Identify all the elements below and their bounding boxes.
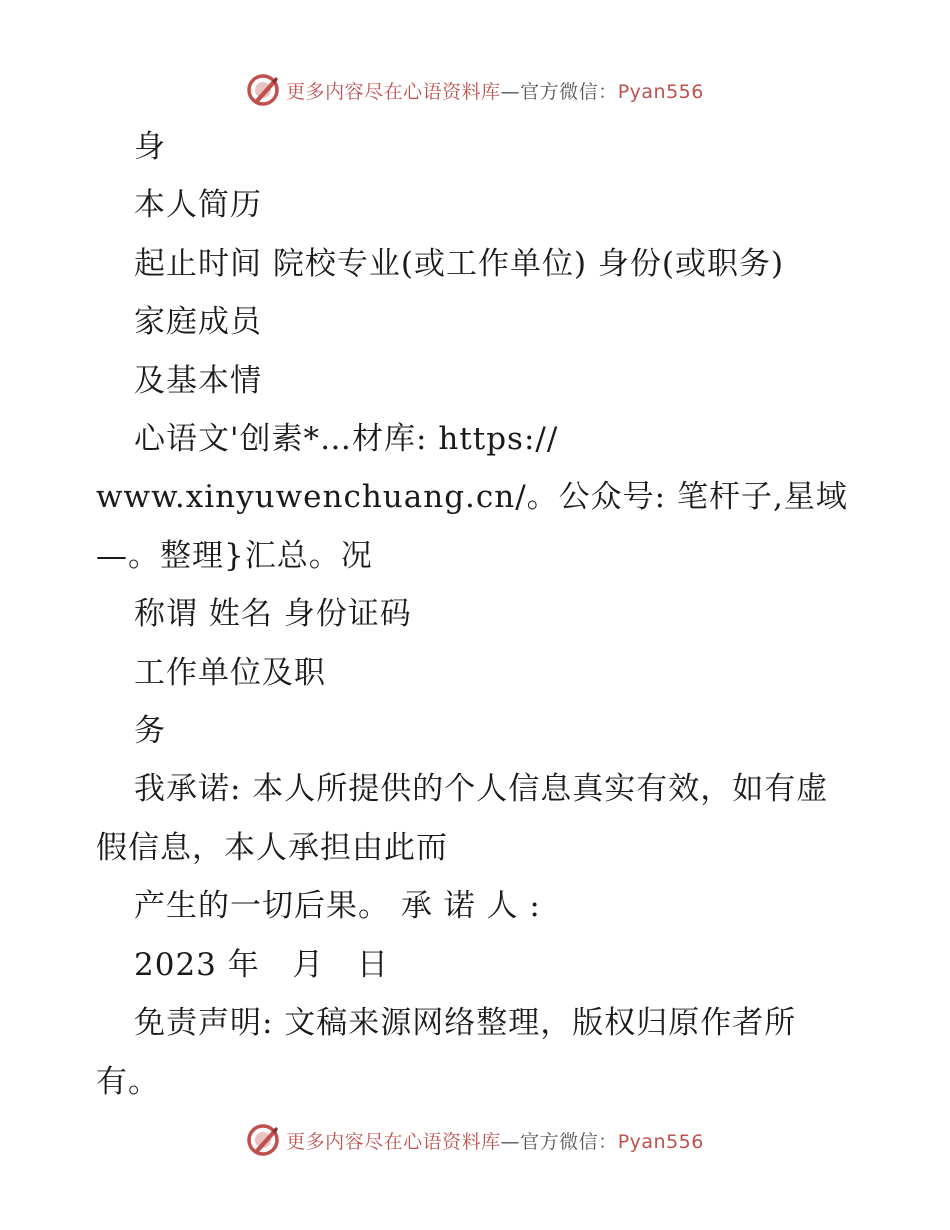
paragraph: 心语文'创素*…材库: https:// — [134, 421, 559, 458]
banner-dash: — — [500, 1130, 521, 1153]
banner-dash: — — [500, 80, 521, 103]
paragraph: 工作单位及职 — [134, 654, 326, 691]
paragraph: 起止时间 院校专业(或工作单位) 身份(或职务) — [134, 245, 785, 282]
paragraph: 家庭成员 — [134, 304, 262, 341]
paragraph: 产生的一切后果。 承 诺 人 : — [134, 888, 541, 925]
footer-banner — [0, 1120, 950, 1160]
paragraph: 免责声明: 文稿来源网络整理，版权归原作者所有。 — [96, 1005, 797, 1100]
paragraph: 本人简历 — [134, 187, 262, 224]
banner-wechat-id: Pyan556 — [617, 80, 704, 103]
paragraph: 务 — [134, 713, 166, 750]
paragraph: 称谓 姓名 身份证码 — [134, 596, 412, 633]
paragraph: 及基本情 — [134, 362, 262, 399]
pen-seal-icon — [246, 73, 280, 107]
paragraph: www.xinyuwenchuang.cn/。公众号: 笔杆子,星域 — [96, 479, 848, 516]
banner-site-name: 更多内容尽在心语资料库 — [286, 1130, 501, 1153]
banner-text — [286, 1127, 704, 1154]
header-banner — [0, 70, 950, 110]
paragraph: 2023 年 月 日 — [134, 946, 389, 983]
banner-text — [286, 77, 704, 104]
paragraph: —。整理}汇总。况 — [96, 537, 373, 574]
banner-wechat-label: 官方微信： — [520, 1130, 618, 1153]
banner-wechat-label: 官方微信： — [520, 80, 618, 103]
paragraph: 我承诺: 本人所提供的个人信息真实有效，如有虚假信息，本人承担由此而 — [96, 771, 829, 866]
banner-site-name: 更多内容尽在心语资料库 — [286, 80, 501, 103]
banner-wechat-id: Pyan556 — [617, 1130, 704, 1153]
paragraph: 身 — [134, 129, 166, 165]
document-body — [96, 118, 856, 1111]
pen-seal-icon — [246, 1123, 280, 1157]
